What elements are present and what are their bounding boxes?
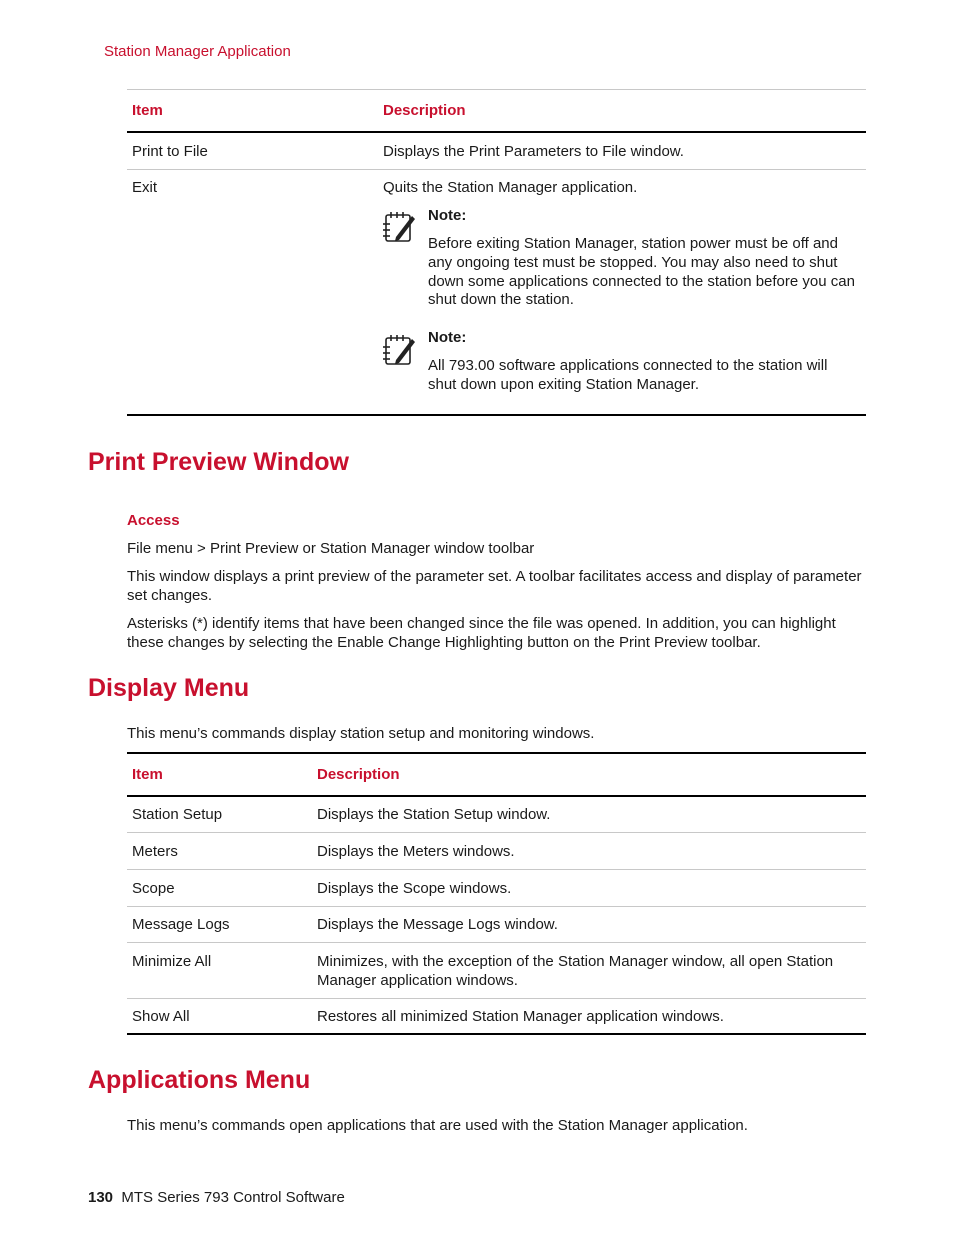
note-label: Note: <box>428 329 467 346</box>
section-heading: Print Preview Window <box>88 448 349 476</box>
column-header-item: Item <box>132 766 163 783</box>
row-divider <box>127 869 866 870</box>
column-header-item: Item <box>132 102 163 119</box>
paragraph-line: set changes. <box>127 587 213 604</box>
note-text-line: down some applications connected to the station before you can <box>428 273 855 290</box>
column-header-description: Description <box>317 766 400 783</box>
section-heading: Applications Menu <box>88 1066 311 1094</box>
row-description: Displays the Message Logs window. <box>317 916 558 933</box>
row-item: Exit <box>132 179 158 196</box>
row-description: Displays the Print Parameters to File window. <box>383 143 684 160</box>
access-path: File menu > Print Preview or Station Manager window toolbar <box>127 540 535 557</box>
note-text-line: shut down upon exiting Station Manager. <box>428 376 700 393</box>
row-description: Displays the Scope windows. <box>317 880 512 897</box>
row-description: Displays the Meters windows. <box>317 843 515 860</box>
note-text-line: any ongoing test must be stopped. You may also need to shut <box>428 254 838 271</box>
note-pad-icon <box>382 210 416 244</box>
paragraph-line: these changes by selecting the Enable Change Highlighting button on the Print Preview toolbar. <box>127 634 761 651</box>
header-rule <box>127 131 866 133</box>
section-intro: This menu’s commands open applications that are used with the Station Manager application. <box>127 1117 748 1134</box>
note-text-line: All 793.00 software applications connected to the station will <box>428 357 828 374</box>
row-divider <box>127 169 866 170</box>
running-head: Station Manager Application <box>104 43 291 60</box>
section-heading: Display Menu <box>88 674 250 702</box>
row-item: Scope <box>132 880 175 897</box>
row-divider <box>127 906 866 907</box>
row-divider <box>127 942 866 943</box>
row-item: Minimize All <box>132 953 212 970</box>
row-description: Restores all minimized Station Manager application windows. <box>317 1008 724 1025</box>
row-description: Displays the Station Setup window. <box>317 806 551 823</box>
row-item: Show All <box>132 1008 190 1025</box>
page-footer <box>88 1189 345 1206</box>
row-description: Quits the Station Manager application. <box>383 179 638 196</box>
table-top-rule <box>127 89 866 90</box>
row-divider <box>127 998 866 999</box>
row-description: Minimizes, with the exception of the Station Manager window, all open Station <box>317 953 834 970</box>
row-item: Message Logs <box>132 916 230 933</box>
row-item: Station Setup <box>132 806 223 823</box>
paragraph-line: Asterisks (*) identify items that have been changed since the file was opened. In addition, you can highlight <box>127 615 836 632</box>
row-item: Print to File <box>132 143 208 160</box>
page-number: 130 <box>88 1189 114 1206</box>
note-text-line: shut down the station. <box>428 291 574 308</box>
note-text-line: Before exiting Station Manager, station power must be off and <box>428 235 838 252</box>
header-rule <box>127 795 866 797</box>
note-pad-icon <box>382 333 416 367</box>
table-top-rule <box>127 752 866 754</box>
access-subheading: Access <box>127 512 180 529</box>
column-header-description: Description <box>383 102 466 119</box>
document-title: MTS Series 793 Control Software <box>121 1189 345 1206</box>
row-item: Meters <box>132 843 178 860</box>
row-divider <box>127 832 866 833</box>
section-intro: This menu’s commands display station setup and monitoring windows. <box>127 725 595 742</box>
paragraph-line: This window displays a print preview of the parameter set. A toolbar facilitates access and display of parameter <box>127 568 862 585</box>
row-description: Manager application windows. <box>317 972 518 989</box>
note-label: Note: <box>428 207 467 224</box>
table-bottom-rule <box>127 414 866 416</box>
table-bottom-rule <box>127 1033 866 1035</box>
